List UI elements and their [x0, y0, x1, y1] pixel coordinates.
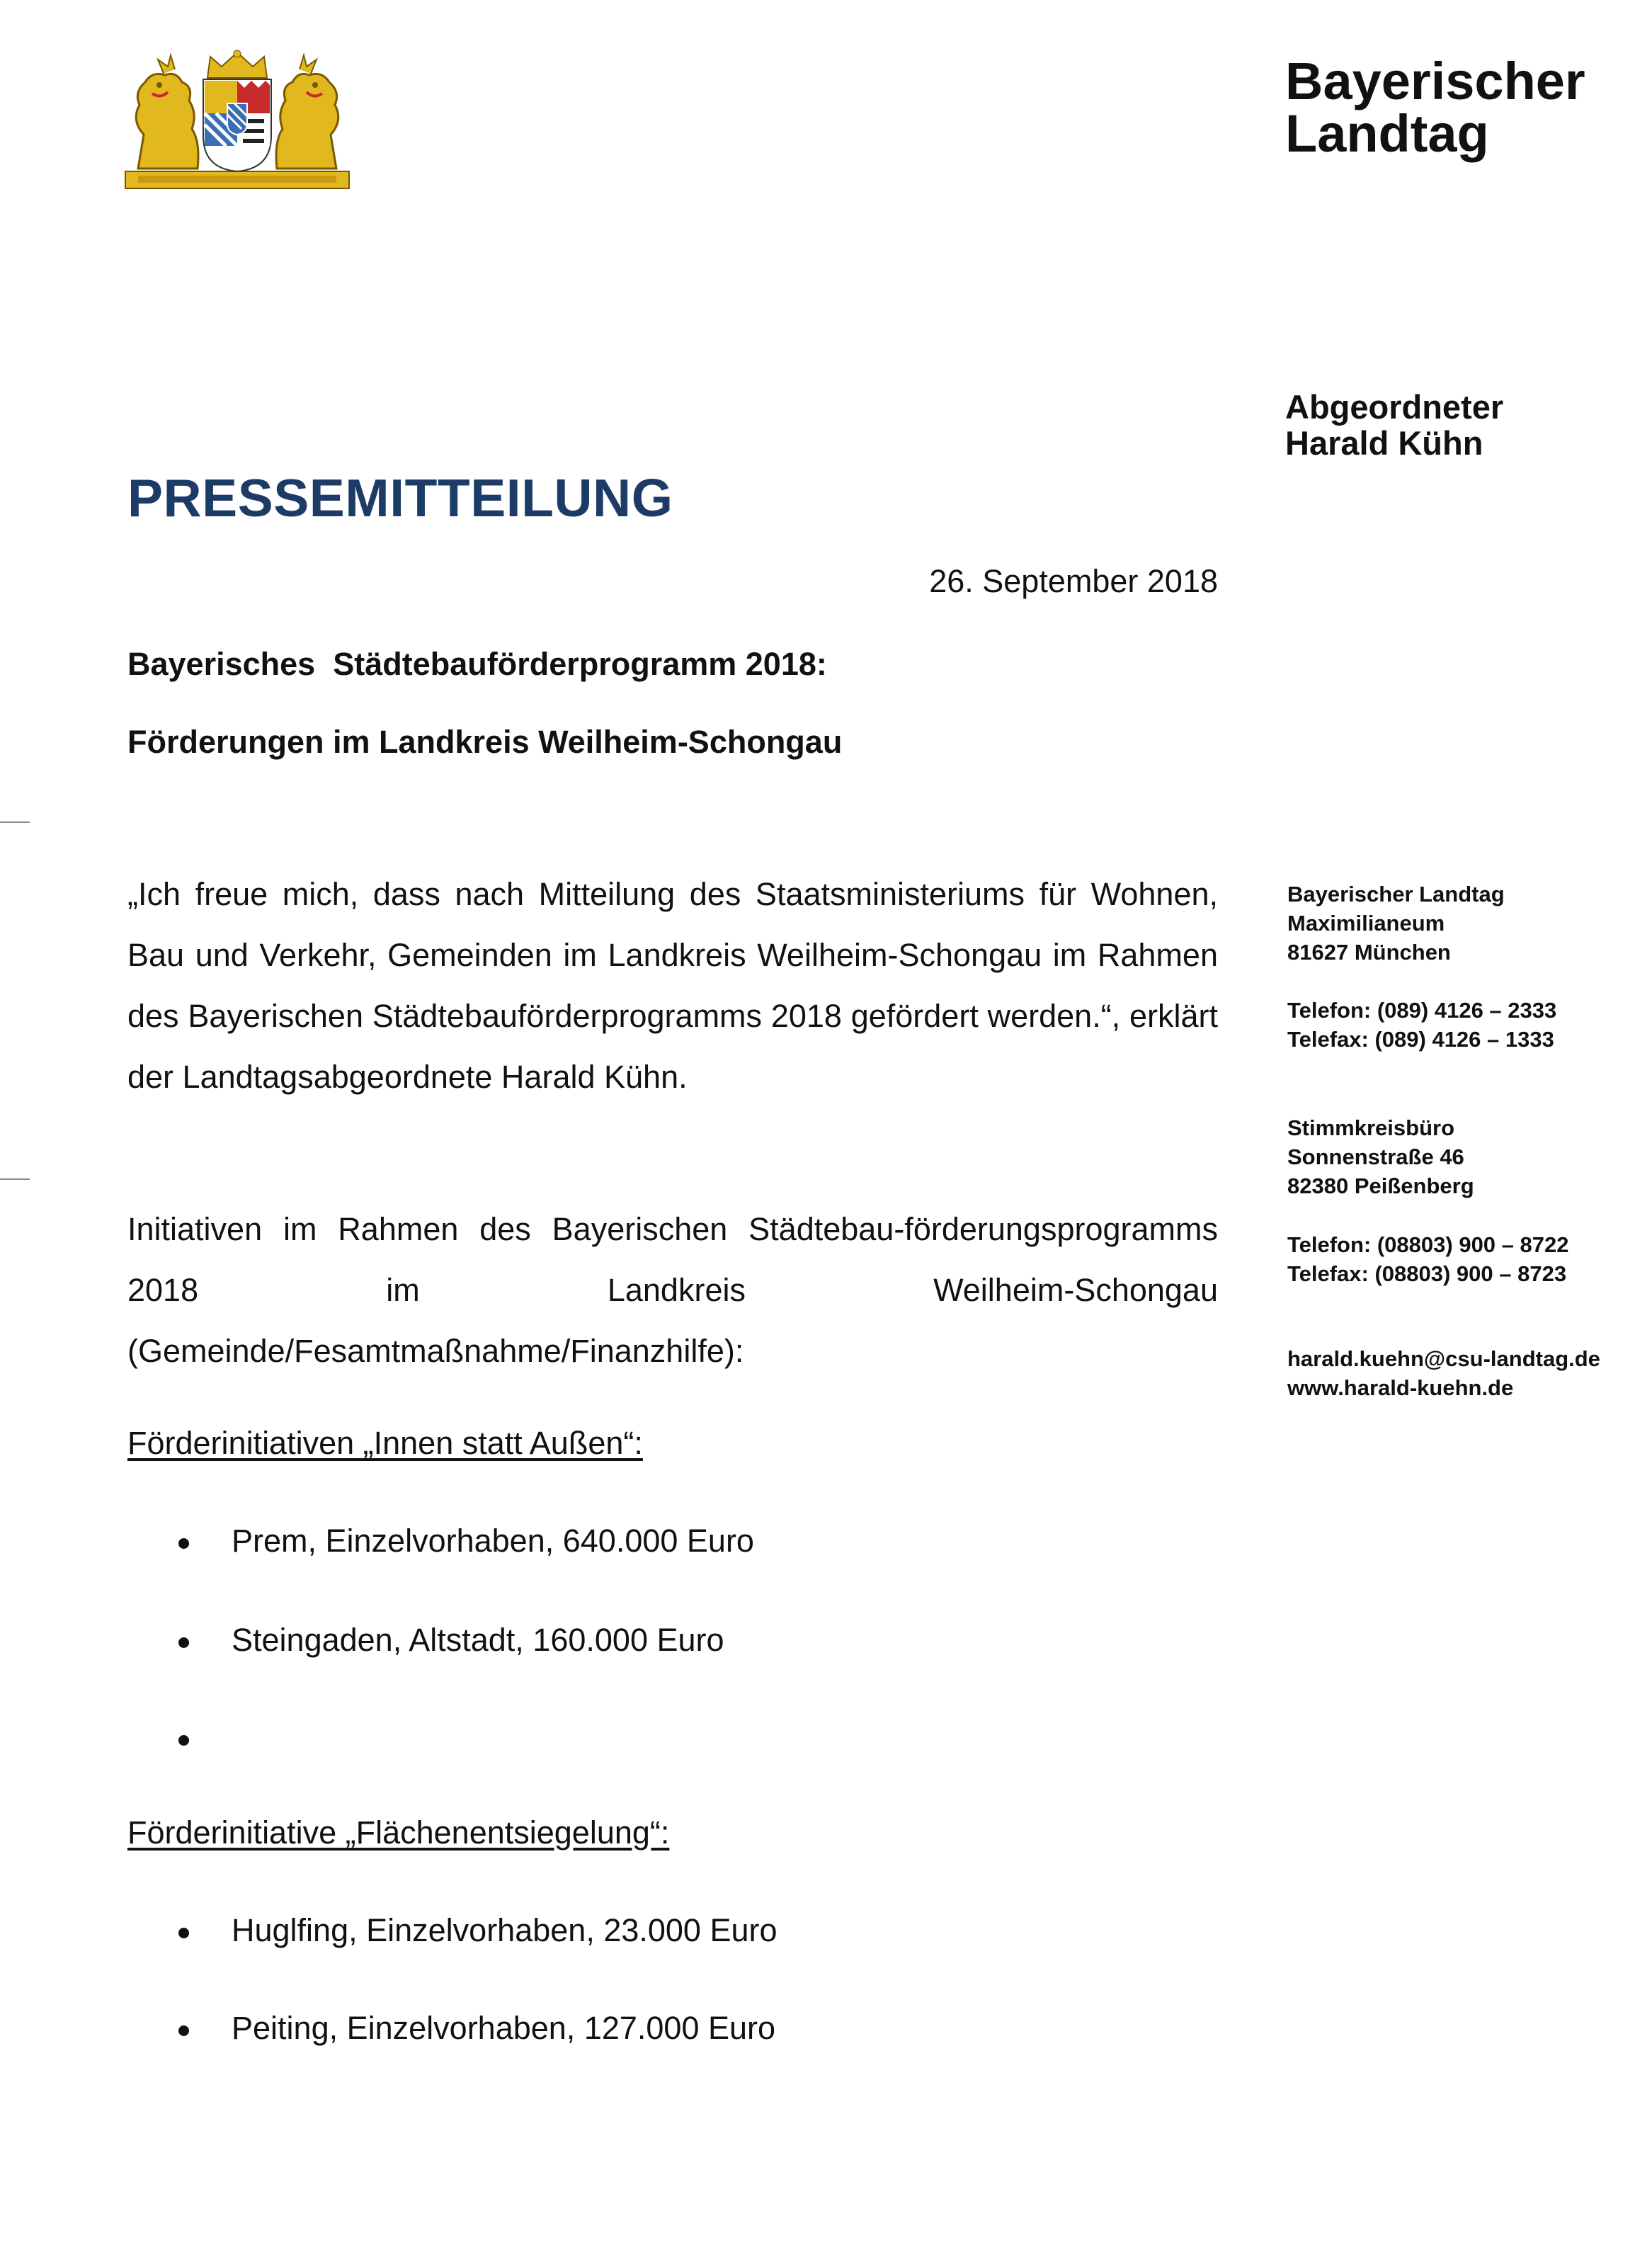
contact-district-street: Sonnenstraße 46	[1287, 1144, 1464, 1169]
contact-office-phones	[1287, 996, 1556, 1054]
contact-office-phone: Telefon: (089) 4126 – 2333	[1287, 998, 1557, 1023]
subject-line-2: Förderungen im Landkreis Weilheim-Schongau	[127, 724, 843, 760]
contact-office-fax: Telefax: (089) 4126 – 1333	[1287, 1027, 1554, 1052]
bullet-icon	[178, 1637, 189, 1648]
list-item-text: Steingaden, Altstadt, 160.000 Euro	[232, 1622, 724, 1658]
fold-mark	[0, 1178, 30, 1180]
institution-line-1: Bayerischer	[1285, 52, 1585, 110]
section-heading-innen-statt-aussen: Förderinitiativen „Innen statt Außen“:	[127, 1425, 643, 1461]
contact-email-link[interactable]: harald.kuehn@csu-landtag.de	[1287, 1346, 1600, 1371]
body-paragraph-initiatives: Initiativen im Rahmen des Bayerischen Städtebau-förderungsprogramms 2018 im Landkreis Weilheim-Schongau (Gemeinde/Fesamtmaßnahme/Finanzhilfe):	[127, 1211, 1218, 1369]
contact-district-city: 82380 Peißenberg	[1287, 1173, 1474, 1198]
contact-office-city: 81627 München	[1287, 940, 1451, 965]
member-name: Harald Kühn	[1285, 424, 1483, 462]
member-name-block	[1285, 390, 1503, 462]
institution-line-2: Landtag	[1285, 104, 1489, 163]
body-paragraph-quote: „Ich freue mich, dass nach Mitteilung des Staatsministeriums für Wohnen, Bau und Verkehr, Gemeinden im Landkreis Weilheim-Schongau im Rahmen des Bayerischen Städtebauförderprogramms 2018 gefördert werden.“, erklärt der Landtagsabgeordnete Harald Kühn.	[127, 876, 1218, 1095]
contact-district-phone: Telefon: (08803) 900 – 8722	[1287, 1232, 1569, 1257]
list-item-text: Prem, Einzelvorhaben, 640.000 Euro	[232, 1523, 754, 1559]
bullet-icon	[178, 1538, 189, 1549]
contact-district-fax: Telefax: (08803) 900 – 8723	[1287, 1261, 1567, 1286]
subject-line-1: Bayerisches Städtebauförderprogramm 2018:	[127, 646, 827, 682]
release-date: 26. September 2018	[929, 563, 1218, 599]
contact-office-street: Maximilianeum	[1287, 911, 1445, 936]
contact-office-name: Bayerischer Landtag	[1287, 882, 1505, 906]
contact-online	[1287, 1344, 1600, 1402]
member-role: Abgeordneter	[1285, 388, 1504, 426]
contact-website-link[interactable]: www.harald-kuehn.de	[1287, 1375, 1514, 1400]
list-item-text: Huglfing, Einzelvorhaben, 23.000 Euro	[232, 1912, 777, 1948]
bullet-icon	[178, 2025, 189, 2036]
list-item-text: Peiting, Einzelvorhaben, 127.000 Euro	[232, 2010, 776, 2046]
bavarian-coat-of-arms-icon	[124, 50, 351, 191]
contact-district-phones	[1287, 1230, 1568, 1288]
bullet-icon	[178, 1928, 189, 1938]
contact-office-address	[1287, 880, 1505, 967]
page-title: PRESSEMITTEILUNG	[127, 468, 673, 528]
contact-district-address	[1287, 1113, 1474, 1200]
institution-name	[1285, 52, 1585, 163]
contact-district-name: Stimmkreisbüro	[1287, 1115, 1455, 1140]
section-heading-flaechenentsiegelung: Förderinitiative „Flächenentsiegelung“:	[127, 1814, 670, 1851]
fold-mark	[0, 822, 30, 823]
bullet-icon	[178, 1735, 189, 1746]
